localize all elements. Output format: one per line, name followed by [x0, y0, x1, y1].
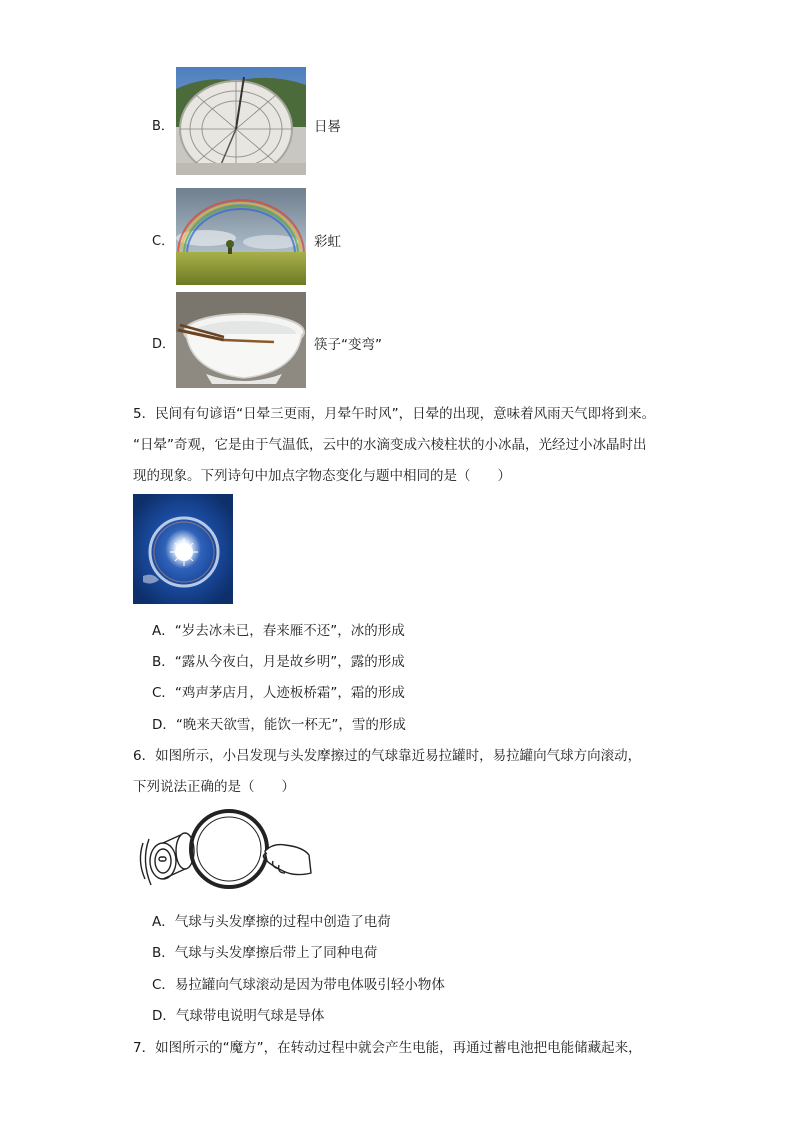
chopsticks-bowl-image	[176, 292, 306, 388]
sundial-image	[176, 67, 306, 175]
sun-halo-image	[133, 494, 233, 604]
question-stem-line: “日晕”奇观，它是由于气温低，云中的水滴变成六棱柱状的小冰晶，光经过小冰晶时出	[133, 437, 647, 453]
option-caption: 日晷	[314, 119, 341, 135]
option-a: A．气球与头发摩擦的过程中创造了电荷	[152, 914, 391, 930]
balloon-and-can-image	[133, 803, 313, 893]
rainbow-image	[176, 188, 306, 285]
option-letter: C．	[152, 234, 175, 249]
option-c: C．易拉罐向气球滚动是因为带电体吸引轻小物体	[152, 977, 445, 993]
question-stem-line: 现的现象。下列诗句中加点字物态变化与题中相同的是（ ）	[133, 468, 511, 484]
question-stem-line: 下列说法正确的是（ ）	[133, 779, 295, 795]
question-stem-line: 5．民间有句谚语“日晕三更雨，月晕午时风”，日晕的出现，意味着风雨天气即将到来。	[133, 406, 656, 422]
option-letter: D．	[152, 337, 176, 352]
option-d: D．“晚来天欲雪，能饮一杯无”，雪的形成	[152, 717, 406, 733]
option-c: C．“鸡声茅店月，人迹板桥霜”，霜的形成	[152, 685, 405, 701]
question-stem-line: 7．如图所示的“魔方”，在转动过程中就会产生电能，再通过蓄电池把电能储藏起来，	[133, 1040, 642, 1056]
option-letter: B．	[152, 119, 174, 134]
option-caption: 筷子“变弯”	[314, 337, 382, 353]
option-b: B．“露从今夜白，月是故乡明”，露的形成	[152, 654, 405, 670]
question-stem-line: 6．如图所示，小吕发现与头发摩擦过的气球靠近易拉罐时，易拉罐向气球方向滚动，	[133, 748, 642, 764]
option-a: A．“岁去冰未已，春来雁不还”，冰的形成	[152, 623, 405, 639]
option-b: B．气球与头发摩擦后带上了同种电荷	[152, 945, 378, 961]
option-caption: 彩虹	[314, 234, 341, 250]
option-d: D．气球带电说明气球是导体	[152, 1008, 325, 1024]
